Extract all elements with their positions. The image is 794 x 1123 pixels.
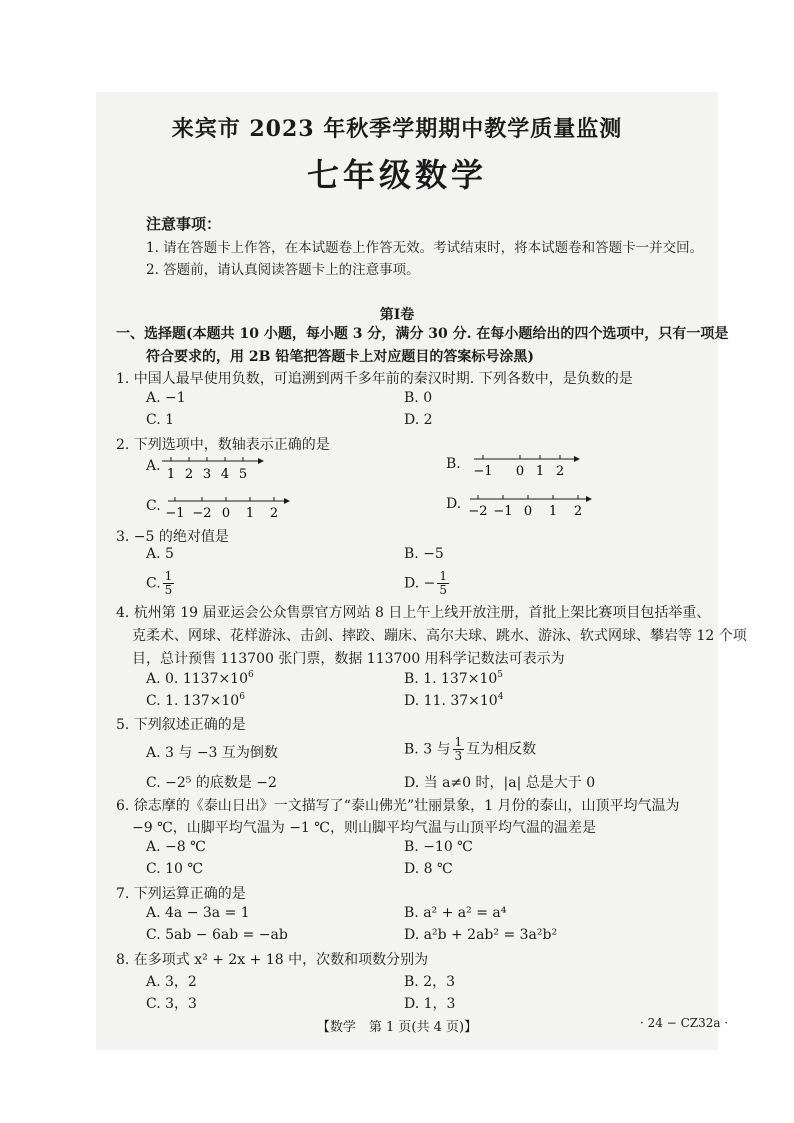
- question-2-option-d-label: D.: [446, 496, 462, 512]
- tick-label: 5: [238, 467, 248, 482]
- question-6-stem-line2: −9 ℃，山脚平均气温为 −1 ℃，则山脚平均气温与山顶平均气温的温差是: [132, 820, 596, 836]
- question-5-stem: 5. 下列叙述正确的是: [116, 717, 246, 733]
- question-1-option-c: C. 1: [146, 412, 175, 428]
- tick-label: 2: [184, 467, 194, 482]
- exponent: 6: [248, 670, 254, 680]
- question-5-option-a: A. 3 与 −3 互为倒数: [146, 745, 278, 761]
- question-1-option-a: A. −1: [146, 390, 186, 406]
- tick-label: 1: [535, 464, 545, 479]
- question-6-stem-line1: 6. 徐志摩的《泰山日出》一文描写了“泰山佛光”壮丽景象，1 月份的泰山，山顶平均气温为: [116, 798, 680, 814]
- question-8-option-c: C. 3，3: [146, 996, 197, 1012]
- notice-item-2: 2. 答题前，请认真阅读答题卡上的注意事项。: [146, 262, 420, 278]
- question-2-stem: 2. 下列选项中，数轴表示正确的是: [116, 437, 330, 453]
- tick-label: 3: [202, 467, 212, 482]
- question-7-option-c: C. 5ab − 6ab = −ab: [146, 927, 288, 943]
- option-text: D. 11. 37×10: [404, 693, 498, 709]
- tick-label: 1: [548, 504, 558, 519]
- question-6-option-b: B. −10 ℃: [404, 839, 473, 855]
- tick-label: 1: [166, 467, 176, 482]
- option-text: B. 1. 137×10: [404, 671, 498, 687]
- question-3-option-d: [404, 570, 451, 597]
- question-2-option-b-label: B.: [446, 456, 461, 472]
- subject-title: 七年级数学: [306, 156, 487, 194]
- question-2-number-line-c: [164, 492, 294, 524]
- question-4-stem-line3: 目，总计预售 113700 张门票，数据 113700 用科学记数法可表示为: [132, 651, 565, 667]
- notice-heading: 注意事项：: [146, 215, 222, 233]
- question-1-option-d: D. 2: [404, 412, 433, 428]
- tick-label: 4: [220, 467, 230, 482]
- question-7-stem: 7. 下列运算正确的是: [116, 886, 246, 902]
- exam-code: · 24 − CZ32a ·: [640, 1016, 729, 1030]
- fraction-numerator: 1: [454, 735, 463, 749]
- fraction: [437, 570, 449, 597]
- question-2-option-c-label: C.: [146, 498, 161, 514]
- question-6-option-a: A. −8 ℃: [146, 839, 206, 855]
- exponent: 5: [497, 670, 503, 680]
- question-4-option-d: [404, 692, 503, 709]
- question-3-option-a: A. 5: [146, 546, 174, 562]
- question-6-option-d: D. 8 ℃: [404, 861, 453, 877]
- question-4-stem-line2: 克柔术、网球、花样游泳、击剑、摔跤、蹦床、高尔夫球、跳水、游泳、软式网球、攀岩等 12 个项: [132, 628, 747, 644]
- question-4-option-a: [146, 670, 254, 687]
- tick-label: 1: [245, 506, 255, 521]
- question-8-option-d: D. 1，3: [404, 996, 456, 1012]
- exponent: 4: [497, 692, 504, 702]
- question-5-option-d: D. 当 a≠0 时，|a| 总是大于 0: [404, 775, 596, 791]
- question-7-option-a: A. 4a − 3a = 1: [146, 905, 250, 921]
- notice-item-1: 1. 请在答题卡上作答，在本试题卷上作答无效。考试结束时，将本试题卷和答题卡一并交回。: [146, 240, 704, 256]
- tick-label: 2: [555, 464, 565, 479]
- question-5-option-c: C. −2⁵ 的底数是 −2: [146, 775, 277, 791]
- fraction-numerator: 1: [439, 569, 447, 583]
- question-5-option-b: [404, 736, 536, 763]
- option-text: A. 0. 1137×10: [146, 671, 248, 687]
- fraction-denominator: 5: [164, 583, 173, 597]
- question-3-option-b: B. −5: [404, 546, 444, 562]
- tick-label: 0: [523, 504, 533, 519]
- tick-label: −1: [473, 464, 493, 479]
- question-8-option-b: B. 2，3: [404, 974, 456, 990]
- question-2-option-a-label: A.: [146, 458, 161, 474]
- exam-title: 来宾市 2023 年秋季学期期中教学质量监测: [171, 116, 623, 142]
- question-3-option-c: [146, 570, 176, 597]
- part-instructions-line1: 一、选择题(本题共 10 小题，每小题 3 分，满分 30 分. 在每小题给出的四个选项中，只有一项是: [116, 326, 729, 342]
- question-2-number-line-d: [466, 490, 596, 522]
- fraction-denominator: 3: [454, 749, 463, 763]
- tick-label: 2: [269, 506, 279, 521]
- question-2-number-line-b: [470, 450, 585, 482]
- section-label: 第Ⅰ卷: [379, 307, 415, 323]
- question-4-option-c: [146, 692, 245, 709]
- tick-label: 0: [221, 506, 231, 521]
- part-instructions-line2: 符合要求的，用 2B 铅笔把答题卡上对应题目的答案标号涂黑): [146, 349, 534, 365]
- fraction-denominator: 5: [439, 583, 447, 597]
- tick-label: −2: [468, 504, 488, 519]
- question-8-stem: 8. 在多项式 x² + 2x + 18 中，次数和项数分别为: [116, 952, 429, 968]
- fraction: [453, 736, 465, 763]
- exponent: 6: [239, 692, 245, 702]
- tick-label: −2: [192, 506, 212, 521]
- tick-label: −1: [493, 504, 513, 519]
- tick-label: −1: [165, 506, 185, 521]
- question-2-number-line-a: [158, 452, 268, 484]
- option-text: 互为相反数: [466, 741, 537, 758]
- tick-label: 2: [573, 504, 583, 519]
- option-label: D. −: [404, 575, 436, 592]
- question-1-option-b: B. 0: [404, 390, 433, 406]
- option-text: B. 3 与: [404, 741, 451, 758]
- question-3-stem: 3. −5 的绝对值是: [116, 529, 229, 545]
- question-1-stem: 1. 中国人最早使用负数，可追溯到两千多年前的秦汉时期. 下列各数中，是负数的是: [116, 371, 633, 387]
- tick-label: 0: [515, 464, 525, 479]
- page-footer: 【数学 第 1 页(共 4 页)】: [316, 1020, 478, 1035]
- option-text: C. 1. 137×10: [146, 693, 240, 709]
- question-7-option-d: D. a²b + 2ab² = 3a²b²: [404, 927, 558, 943]
- question-4-stem-line1: 4. 杭州第 19 届亚运会公众售票官方网站 8 日上午上线开放注册，首批上架比赛项目包括举重、: [116, 605, 711, 621]
- question-6-option-c: C. 10 ℃: [146, 861, 204, 877]
- question-4-option-b: [404, 670, 503, 687]
- question-8-option-a: A. 3，2: [146, 974, 197, 990]
- fraction: [163, 570, 175, 597]
- fraction-numerator: 1: [164, 569, 173, 583]
- question-7-option-b: B. a² + a² = a⁴: [404, 905, 507, 921]
- option-label: C.: [146, 575, 161, 592]
